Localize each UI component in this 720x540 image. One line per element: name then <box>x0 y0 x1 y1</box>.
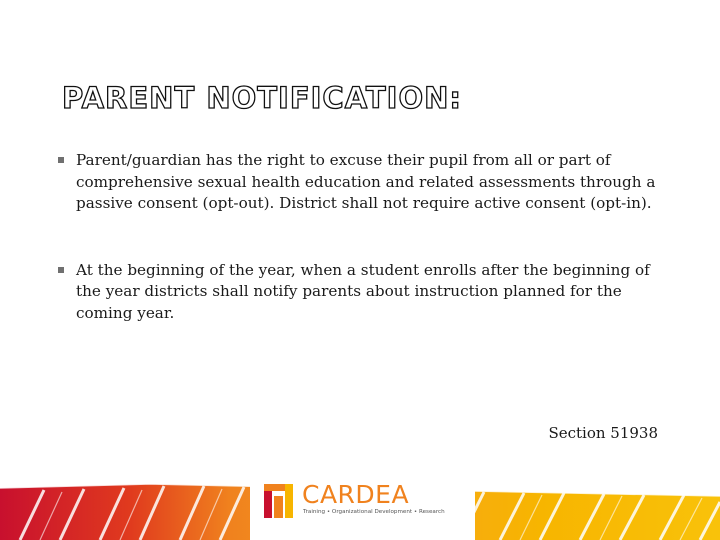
bullet-list <box>58 150 668 324</box>
logo-name: CARDEA <box>302 480 410 509</box>
logo-tagline: Training • Organizational Development • Research <box>303 509 445 515</box>
slide-title: PARENT NOTIFICATION: <box>62 81 462 115</box>
section-reference: Section 51938 <box>548 424 658 442</box>
cardea-logo <box>262 480 462 520</box>
bullet-text: At the beginning of the year, when a student enrolls after the beginning of the year districts shall notify parents about instruction planned for the coming year. <box>76 260 650 322</box>
cardea-logo-mark-icon <box>262 482 296 518</box>
bullet-item <box>58 150 668 215</box>
square-bullet-icon <box>58 267 64 273</box>
bullet-text: Parent/guardian has the right to excuse their pupil from all or part of comprehensive sexual health education and related assessments through a passive consent (opt-out). District shall not require active consent (opt-in). <box>76 151 656 212</box>
bullet-item <box>58 260 668 325</box>
square-bullet-icon <box>58 157 64 163</box>
